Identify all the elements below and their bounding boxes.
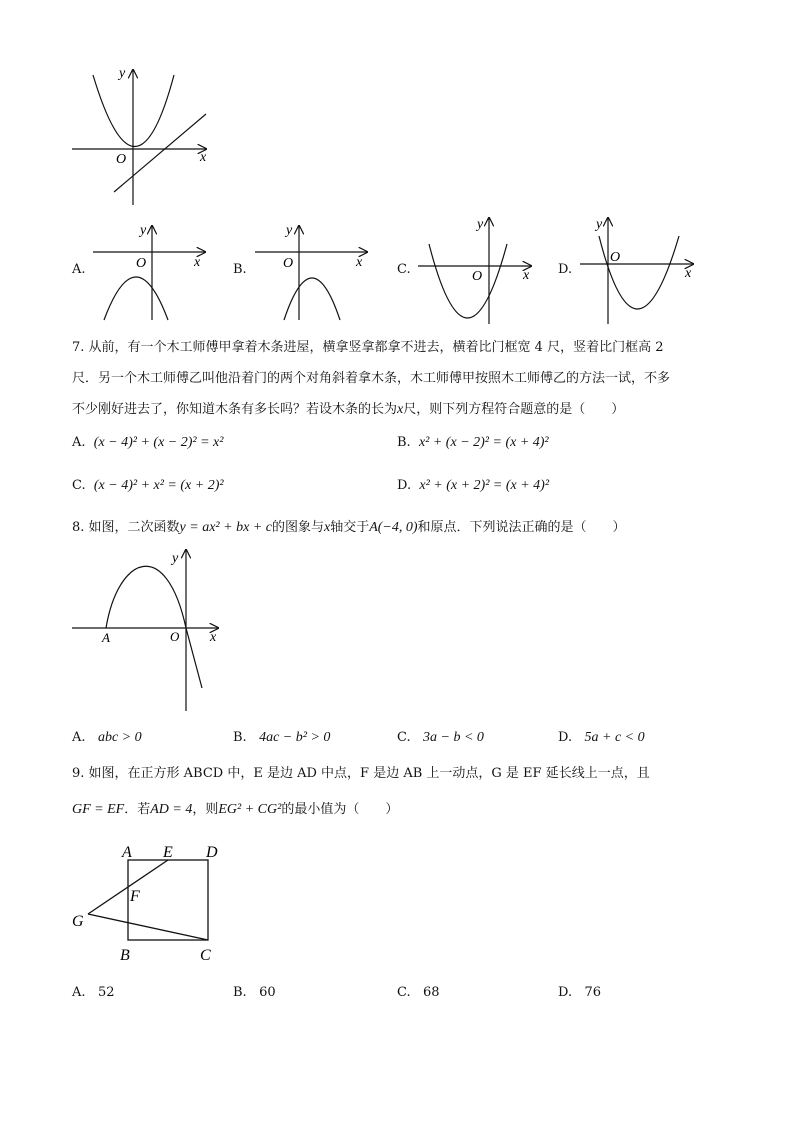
option-label: C. (397, 730, 411, 745)
option-value: 60 (259, 985, 276, 1000)
vertex-a-label: A (122, 844, 132, 861)
option-value: 76 (584, 985, 602, 1000)
q8-graph (66, 546, 231, 716)
vertex-b-label: B (120, 947, 130, 964)
parabola-curve (599, 236, 679, 309)
x-label: x (356, 255, 363, 270)
y-label: y (477, 217, 484, 232)
origin-label: O (472, 269, 483, 284)
option-expression: 3a − b < 0 (423, 730, 484, 745)
q8-option-b[interactable] (233, 730, 330, 746)
q7-line-1: 7. 从前，有一个木工师傅甲拿着木条进屋，横拿竖拿都拿不进去，横着比门框宽 4 尺，竖着比门框高 2 (72, 340, 664, 355)
option-expression: abc > 0 (97, 730, 142, 745)
option-value: 52 (97, 985, 115, 1000)
parabola-curve (104, 277, 168, 320)
parabola-curve (106, 566, 202, 688)
q9-figure (66, 838, 236, 968)
q6-option-a-graph (88, 222, 218, 322)
option-expression: 5a + c < 0 (584, 730, 645, 745)
q6-option-c-label[interactable]: C. (397, 262, 411, 277)
q7-option-d[interactable] (397, 478, 549, 494)
q9-gf-ef: GF = EF (72, 802, 125, 817)
q7-line-3-pre: 不少刚好进去了，你知道木条有多长吗？若设木条的长为 (72, 402, 398, 417)
x-label: x (523, 268, 530, 283)
y-label: y (172, 551, 179, 566)
y-label: y (596, 217, 603, 232)
origin-label: O (283, 256, 294, 271)
x-label: x (685, 266, 692, 281)
q8-text-post: 和原点．下列说法正确的是（ ） (417, 520, 626, 535)
q8-point: A(−4, 0) (369, 520, 418, 535)
q7-option-a[interactable] (72, 435, 223, 451)
q7-option-b[interactable] (397, 435, 549, 451)
q9-text-f: 的最小值为（ ） (281, 802, 399, 817)
option-equation: x² + (x + 2)² = (x + 4)² (419, 478, 550, 493)
option-label: D. (558, 730, 573, 745)
q8-axis: x (323, 520, 331, 535)
q9-expression: EG² + CG² (218, 802, 282, 817)
q9-text-d: ，则 (192, 802, 219, 817)
point-a-label: A (102, 630, 110, 645)
square-abcd (128, 860, 208, 940)
q6-option-a-label[interactable]: A. (72, 262, 86, 277)
q6-option-d-graph (575, 214, 700, 326)
q6-option-b-label[interactable]: B. (233, 262, 247, 277)
point-f-label: F (130, 888, 140, 905)
q8-option-c[interactable] (397, 730, 484, 746)
q8-text-mid1: 的图象与 (271, 520, 324, 535)
q8-option-d[interactable] (558, 730, 645, 746)
straight-line (114, 114, 206, 192)
q6-option-c-graph (413, 214, 538, 326)
q9-text-b: ．若 (124, 802, 151, 817)
option-equation: x² + (x − 2)² = (x + 4)² (418, 435, 549, 450)
option-label: A. (72, 985, 86, 1000)
option-label: A. (72, 730, 86, 745)
q7-line-3 (72, 394, 624, 425)
option-label: B. (233, 730, 247, 745)
origin-label: O (136, 256, 147, 271)
q6-option-b-graph (250, 222, 380, 322)
q7-line-2: 尺．另一个木工师傅乙叫他沿着门的两个对角斜着拿木条，木工师傅甲按照木工师傅乙的方法一试，不多 (72, 371, 671, 386)
q8-option-a[interactable] (72, 730, 142, 746)
option-equation: (x − 4)² + (x − 2)² = x² (93, 435, 224, 450)
q8-function: y = ax² + bx + c (179, 520, 272, 535)
x-label: x (210, 630, 217, 645)
q9-option-a[interactable] (72, 985, 114, 1000)
point-g-label: G (72, 913, 84, 930)
q7-option-c[interactable] (72, 478, 224, 494)
q9-option-c[interactable] (397, 985, 440, 1000)
q7-variable: x (397, 402, 404, 417)
option-label: A. (72, 435, 86, 450)
x-label: x (200, 150, 207, 165)
option-label: C. (397, 985, 411, 1000)
option-label: D. (397, 478, 412, 493)
point-e-label: E (163, 844, 173, 861)
q9-ad: AD = 4 (150, 802, 193, 817)
q9-line-2 (72, 794, 398, 825)
option-label: D. (558, 985, 573, 1000)
q6-option-d-label[interactable]: D. (558, 262, 573, 277)
y-label: y (140, 223, 147, 238)
q6-main-graph (60, 60, 220, 210)
y-label: y (286, 223, 293, 238)
q7-line-3-post: 尺，则下列方程符合题意的是（ ） (403, 402, 625, 417)
q9-option-d[interactable] (558, 985, 601, 1000)
vertex-c-label: C (200, 947, 211, 964)
parabola-curve (284, 278, 340, 320)
q8-question (72, 512, 626, 543)
origin-label: O (116, 152, 127, 167)
q8-text-mid2: 轴交于 (330, 520, 370, 535)
q8-text-pre: 8. 如图，二次函数 (72, 520, 180, 535)
option-label: C. (72, 478, 86, 493)
option-label: B. (397, 435, 411, 450)
x-label: x (194, 255, 201, 270)
y-label: y (119, 66, 126, 81)
option-value: 68 (423, 985, 440, 1000)
option-expression: 4ac − b² > 0 (259, 730, 331, 745)
option-equation: (x − 4)² + x² = (x + 2)² (93, 478, 224, 493)
origin-label: O (610, 250, 621, 265)
q9-option-b[interactable] (233, 985, 276, 1000)
vertex-d-label: D (206, 844, 218, 861)
q9-line-1: 9. 如图，在正方形 ABCD 中，E 是边 AD 中点，F 是边 AB 上一动点，G 是 EF 延长线上一点，且 (72, 766, 650, 781)
parabola-curve (429, 244, 507, 318)
option-label: B. (233, 985, 247, 1000)
segment-gc (88, 914, 208, 940)
origin-label: O (170, 629, 180, 644)
